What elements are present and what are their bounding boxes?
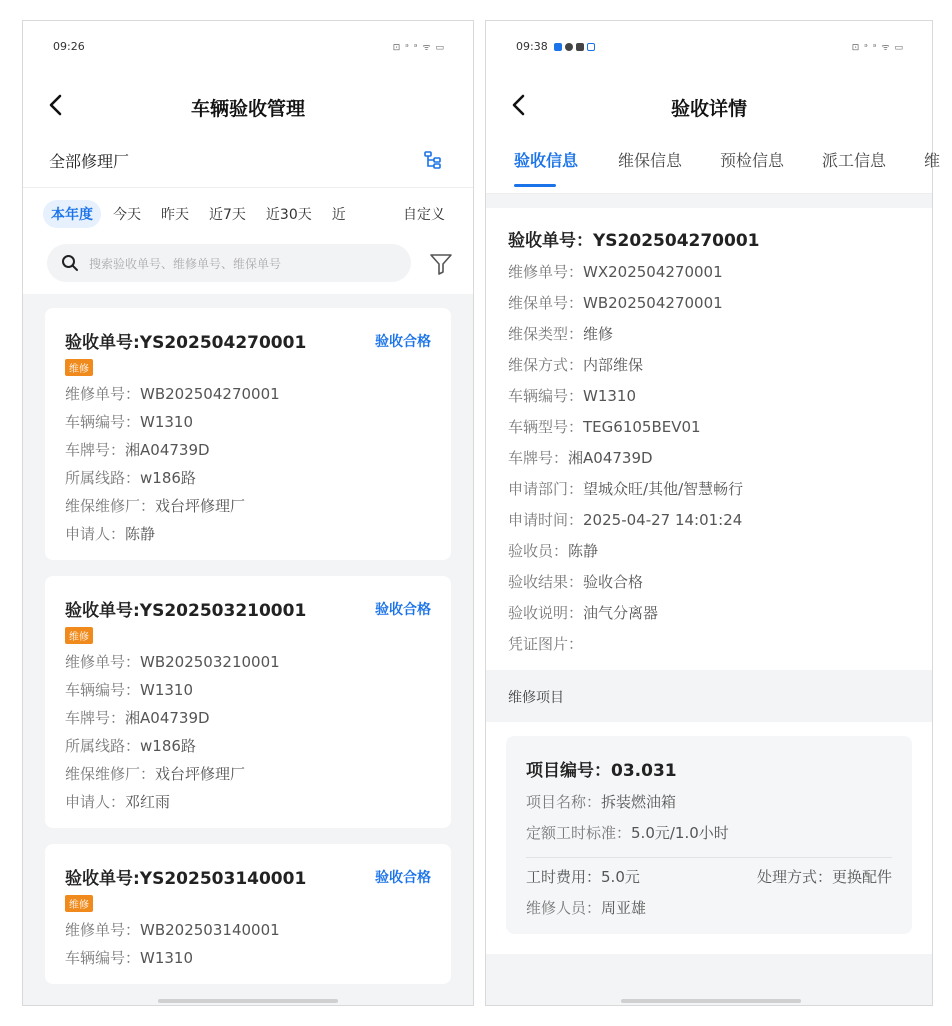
- card-title: 验收单号:YS202504270001: [65, 333, 307, 353]
- detail-line: [508, 602, 910, 623]
- card-line: [65, 495, 431, 516]
- detail-line: [508, 447, 910, 468]
- date-tab-yesterday[interactable]: 昨天: [161, 207, 189, 223]
- status-bar: [486, 21, 932, 77]
- field-value: 5.0元/1.0小时: [631, 824, 729, 842]
- search-icon: [61, 254, 79, 272]
- tab-more[interactable]: 维: [924, 151, 941, 170]
- field-value: 戏台坪修理厂: [155, 765, 246, 783]
- date-tab-today[interactable]: 今天: [113, 207, 141, 223]
- acceptance-card[interactable]: [45, 576, 451, 828]
- status-icons: ⊡ ᵊ ᵊ ᯤ ▭: [851, 43, 904, 53]
- detail-line: [508, 633, 910, 654]
- field-value: w186路: [140, 469, 196, 487]
- card-line: [65, 735, 431, 756]
- item-title: 项目编号：03.031: [526, 761, 677, 781]
- search-box[interactable]: [47, 244, 411, 282]
- field-label: 所属线路：: [65, 737, 141, 755]
- field-label: 维修单号：: [65, 385, 141, 403]
- field-label: 车辆型号：: [508, 418, 584, 436]
- status-bar: [23, 21, 473, 77]
- card-line: [65, 791, 431, 812]
- card-line: [65, 651, 431, 672]
- status-time-text: 09:38: [516, 40, 548, 53]
- detail-title: 验收单号：YS202504270001: [508, 231, 760, 251]
- labor-fee: [526, 866, 640, 887]
- section-label: 维修项目: [508, 690, 564, 706]
- acceptance-card[interactable]: [45, 308, 451, 560]
- type-badge: 维修: [65, 895, 93, 912]
- field-value: 望城众旺/其他/智慧畅行: [583, 480, 744, 498]
- field-value: 拆装燃油箱: [601, 793, 677, 811]
- field-value: W1310: [140, 413, 194, 431]
- notification-icon: [554, 43, 562, 51]
- status-time: [516, 40, 595, 53]
- field-value: W1310: [140, 949, 194, 967]
- field-label: 车牌号：: [508, 449, 569, 467]
- field-value: W1310: [583, 387, 637, 405]
- field-value: 陈静: [568, 542, 599, 560]
- field-label: 验收结果：: [508, 573, 584, 591]
- detail-line: [508, 292, 910, 313]
- tab-maintenance-info[interactable]: 维保信息: [618, 151, 683, 170]
- field-value: 5.0元: [601, 868, 640, 886]
- field-value: WB202503210001: [140, 653, 280, 671]
- detail-tabs: [486, 135, 941, 194]
- spacer: [486, 194, 932, 208]
- field-value: WB202504270001: [140, 385, 280, 403]
- card-line: [65, 679, 431, 700]
- field-value: WX202504270001: [583, 263, 723, 281]
- filter-icon[interactable]: [429, 252, 453, 276]
- date-tab-7days[interactable]: 近7天: [209, 207, 246, 223]
- detail-line: [508, 354, 910, 375]
- status-badge: 验收合格: [375, 870, 431, 886]
- card-line: [65, 707, 431, 728]
- home-indicator: [621, 999, 801, 1003]
- field-label: 维修单号：: [65, 653, 141, 671]
- field-value: 油气分离器: [583, 604, 659, 622]
- field-label: 所属线路：: [65, 469, 141, 487]
- date-tab-custom[interactable]: 自定义: [403, 207, 445, 223]
- field-value: 验收合格: [583, 573, 644, 591]
- search-input[interactable]: [87, 244, 401, 284]
- search-bar: [23, 240, 473, 294]
- repair-items: [486, 722, 932, 954]
- chat-icon: [565, 43, 573, 51]
- date-filter-bar: [23, 188, 473, 240]
- card-line: [65, 383, 431, 404]
- field-label: 维修人员：: [526, 899, 602, 917]
- acceptance-list: [23, 294, 473, 984]
- field-label: 维保维修厂：: [65, 497, 156, 515]
- field-value: w186路: [140, 737, 196, 755]
- card-line: [65, 411, 431, 432]
- acceptance-list-screen: [22, 20, 474, 1006]
- repair-item-card: [506, 736, 912, 934]
- detail-line: [508, 261, 910, 282]
- acceptance-card[interactable]: [45, 844, 451, 984]
- field-label: 车辆编号：: [65, 413, 141, 431]
- detail-line: [508, 323, 910, 344]
- field-label: 项目名称：: [526, 793, 602, 811]
- date-tab-30days[interactable]: 近30天: [265, 207, 312, 223]
- home-indicator: [158, 999, 338, 1003]
- field-label: 申请人：: [65, 793, 126, 811]
- card-title: 验收单号:YS202503210001: [65, 601, 307, 621]
- active-tab-indicator: [514, 184, 556, 187]
- card-line: [65, 947, 431, 968]
- back-arrow-icon[interactable]: [45, 93, 67, 117]
- handling-method: [757, 866, 892, 887]
- detail-line: [508, 478, 910, 499]
- item-line: [526, 822, 892, 843]
- field-label: 车辆编号：: [65, 949, 141, 967]
- field-label: 凭证图片：: [508, 635, 584, 653]
- field-value: 湘A04739D: [125, 709, 210, 727]
- field-label: 处理方式：: [756, 868, 832, 886]
- page-title: 车辆验收管理: [190, 98, 305, 120]
- field-value: 陈静: [125, 525, 156, 543]
- field-label: 车辆编号：: [65, 681, 141, 699]
- tab-dispatch-info[interactable]: 派工信息: [822, 151, 887, 170]
- field-value: WB202503140001: [140, 921, 280, 939]
- tab-acceptance-info[interactable]: 验收信息: [514, 151, 579, 170]
- field-value: 更换配件: [831, 868, 892, 886]
- nav-bar: [486, 77, 932, 135]
- card-line: [65, 467, 431, 488]
- field-value: W1310: [140, 681, 194, 699]
- field-value: 2025-04-27 14:01:24: [583, 511, 743, 529]
- status-badge: 验收合格: [375, 334, 431, 350]
- type-badge: 维修: [65, 627, 93, 644]
- divider: [526, 857, 892, 858]
- field-label: 验收员：: [508, 542, 569, 560]
- field-value: WB202504270001: [583, 294, 723, 312]
- field-value: 湘A04739D: [568, 449, 653, 467]
- field-value: 戏台坪修理厂: [155, 497, 246, 515]
- field-label: 工时费用：: [526, 868, 602, 886]
- field-label: 定额工时标准：: [526, 824, 632, 842]
- detail-line: [508, 571, 910, 592]
- field-label: 维保单号：: [508, 294, 584, 312]
- item-line: [526, 791, 892, 812]
- type-badge: 维修: [65, 359, 93, 376]
- item-row: [526, 866, 892, 887]
- field-label: 车牌号：: [65, 441, 126, 459]
- section-header: [486, 670, 932, 722]
- field-label: 验收说明：: [508, 604, 584, 622]
- field-value: 湘A04739D: [125, 441, 210, 459]
- field-value: 维修: [583, 325, 614, 343]
- field-label: 维保方式：: [508, 356, 584, 374]
- item-line: [526, 897, 892, 918]
- status-time: 09:26: [53, 40, 85, 53]
- field-label: 申请时间：: [508, 511, 584, 529]
- field-value: TEG6105BEV01: [583, 418, 701, 436]
- back-arrow-icon[interactable]: [508, 93, 530, 117]
- detail-line: [508, 509, 910, 530]
- detail-line: [508, 540, 910, 561]
- acceptance-detail-screen: [485, 20, 941, 1006]
- field-label: 车牌号：: [65, 709, 126, 727]
- field-value: 周亚雄: [601, 899, 647, 917]
- factory-selector[interactable]: [23, 135, 473, 188]
- tab-precheck-info[interactable]: 预检信息: [720, 151, 785, 170]
- field-label: 车辆编号：: [508, 387, 584, 405]
- app-icon: [587, 43, 595, 51]
- status-badge: 验收合格: [375, 602, 431, 618]
- field-label: 申请部门：: [508, 480, 584, 498]
- detail-line: [508, 385, 910, 406]
- card-line: [65, 523, 431, 544]
- card-line: [65, 919, 431, 940]
- date-tab-more[interactable]: 近: [331, 207, 346, 223]
- card-line: [65, 439, 431, 460]
- org-tree-icon[interactable]: [423, 150, 443, 170]
- field-label: 维修单号：: [65, 921, 141, 939]
- acceptance-detail: [486, 208, 932, 670]
- factory-label: 全部修理厂: [49, 152, 130, 171]
- field-label: 维保维修厂：: [65, 765, 156, 783]
- field-value: 邓红雨: [125, 793, 171, 811]
- date-tab-year[interactable]: 本年度: [43, 200, 101, 228]
- mail-icon: [576, 43, 584, 51]
- status-icons: ⊡ ᵊ ᵊ ᯤ ▭: [392, 43, 445, 53]
- card-title: 验收单号:YS202503140001: [65, 869, 307, 889]
- nav-bar: [23, 77, 473, 135]
- field-label: 维修单号：: [508, 263, 584, 281]
- detail-line: [508, 416, 910, 437]
- field-label: 申请人：: [65, 525, 126, 543]
- card-line: [65, 763, 431, 784]
- field-label: 维保类型：: [508, 325, 584, 343]
- field-value: 内部维保: [583, 356, 644, 374]
- page-title: 验收详情: [670, 98, 747, 120]
